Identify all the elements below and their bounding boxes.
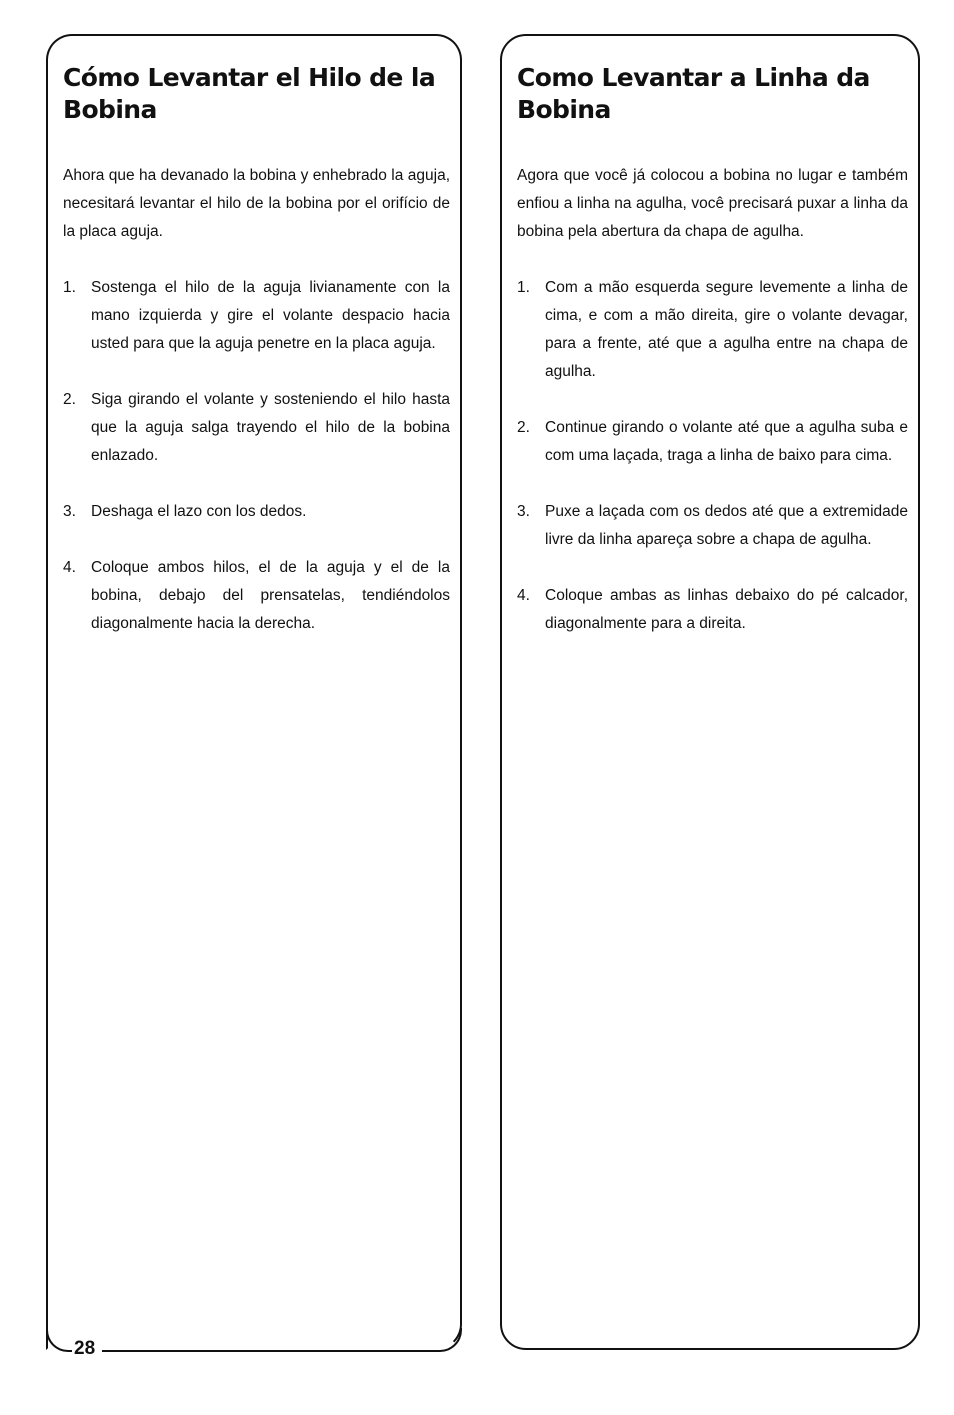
spanish-step <box>63 554 450 638</box>
step-number: 1. <box>63 279 76 296</box>
portuguese-title: Como Levantar a Linha da Bobina <box>517 63 870 124</box>
step-text: Siga girando el volante y sosteniendo el hilo hasta que la aguja salga trayendo el hilo de la bobina enlazado. <box>91 391 450 464</box>
step-number: 2. <box>517 419 530 436</box>
portuguese-content <box>517 62 908 666</box>
step-number: 3. <box>517 503 530 520</box>
portuguese-step <box>517 414 908 470</box>
portuguese-step <box>517 582 908 638</box>
portuguese-steps-list <box>517 274 908 638</box>
portuguese-step <box>517 498 908 554</box>
step-number: 2. <box>63 391 76 408</box>
spanish-step <box>63 498 450 526</box>
step-text: Puxe a laçada com os dedos até que a extremidade livre da linha apareça sobre a chapa de agulha. <box>545 503 908 548</box>
spanish-step <box>63 386 450 470</box>
page-number: 28 <box>74 1338 96 1359</box>
footer-corner <box>46 1328 72 1352</box>
step-text: Deshaga el lazo con los dedos. <box>91 503 307 520</box>
step-text: Coloque ambos hilos, el de la aguja y el de la bobina, debajo del prensatelas, tendiéndolos diagonalmente hacia la derecha. <box>91 559 450 632</box>
spanish-title: Cómo Levantar el Hilo de la Bobina <box>63 63 436 124</box>
step-number: 4. <box>517 587 530 604</box>
spanish-steps-list <box>63 274 450 638</box>
spanish-panel <box>46 34 462 1350</box>
footer-rule <box>102 1350 440 1353</box>
portuguese-intro: Agora que você já colocou a bobina no lugar e também enfiou a linha na agulha, você precisará puxar a linha da bobina pela abertura da chapa de agulha. <box>517 167 908 240</box>
step-number: 3. <box>63 503 76 520</box>
step-text: Com a mão esquerda segure levemente a linha de cima, e com a mão direita, gire o volante devagar, para a frente, até que a agulha entre na chapa de agulha. <box>545 279 908 380</box>
step-number: 4. <box>63 559 76 576</box>
page-footer <box>46 1328 462 1368</box>
spanish-step <box>63 274 450 358</box>
step-text: Continue girando o volante até que a agulha suba e com uma laçada, traga a linha de baixo para cima. <box>545 419 908 464</box>
portuguese-panel <box>500 34 920 1350</box>
footer-rule-corner <box>436 1328 462 1352</box>
spanish-content <box>63 62 450 666</box>
spanish-intro: Ahora que ha devanado la bobina y enhebrado la aguja, necesitará levantar el hilo de la bobina por el orifício de la placa aguja. <box>63 167 450 240</box>
step-number: 1. <box>517 279 530 296</box>
step-text: Sostenga el hilo de la aguja livianamente con la mano izquierda y gire el volante despacio hacia usted para que la aguja penetre en la placa aguja. <box>91 279 450 352</box>
portuguese-step <box>517 274 908 386</box>
step-text: Coloque ambas as linhas debaixo do pé calcador, diagonalmente para a direita. <box>545 587 908 632</box>
